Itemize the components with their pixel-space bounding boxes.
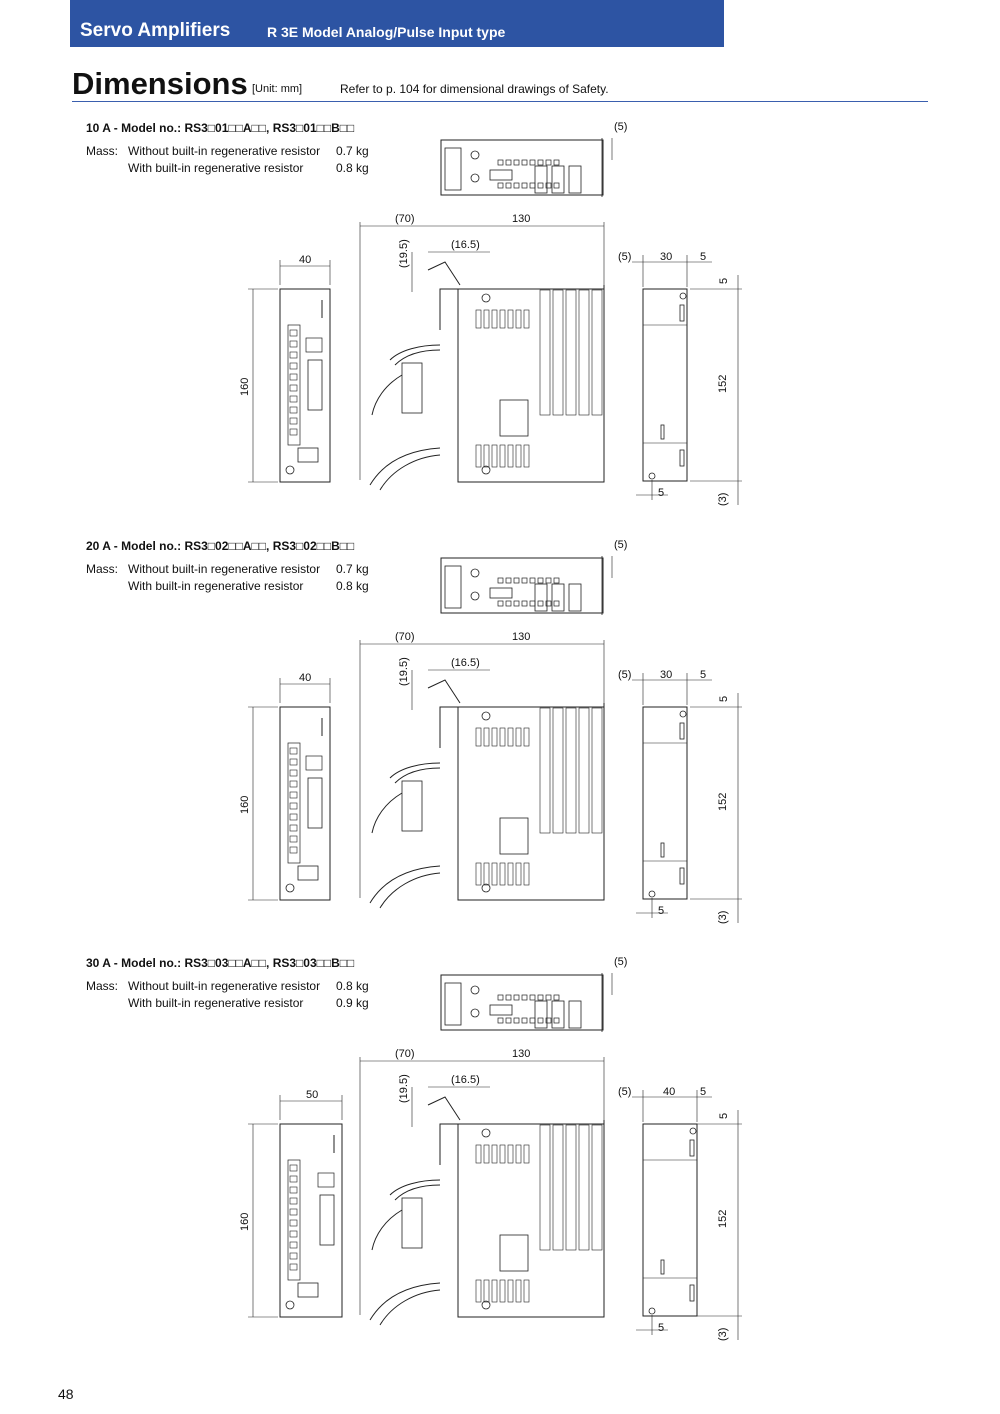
dim-top-five: (5) bbox=[614, 539, 628, 551]
dim-height: 160 bbox=[239, 795, 251, 814]
dim-sixteen: (16.5) bbox=[451, 1074, 480, 1086]
mass-label: Mass: bbox=[86, 562, 119, 576]
mass-with-label: With built-in regenerative resistor bbox=[128, 996, 304, 1010]
dim-nineteen: (19.5) bbox=[398, 239, 410, 268]
dim-side-seventy: (70) bbox=[395, 631, 415, 643]
dim-front-width: 40 bbox=[299, 672, 312, 684]
unit-note: [Unit: mm] bbox=[252, 83, 303, 95]
dim-nineteen: (19.5) bbox=[398, 1074, 410, 1103]
top-view-drawing bbox=[441, 138, 612, 197]
dim-rear-top: 5 bbox=[718, 1112, 730, 1119]
dim-side-seventy: (70) bbox=[395, 213, 415, 225]
mass-label: Mass: bbox=[86, 144, 119, 158]
title-rule bbox=[72, 101, 928, 102]
dim-top-five: (5) bbox=[614, 121, 628, 133]
dim-rear-bottom: 5 bbox=[658, 905, 665, 917]
side-view-drawing bbox=[370, 1097, 604, 1325]
dim-sixteen: (16.5) bbox=[451, 657, 480, 669]
mass-with-value: 0.8 kg bbox=[336, 579, 369, 593]
header-category: Servo Amplifiers bbox=[80, 20, 231, 41]
refer-note: Refer to p. 104 for dimensional drawings of Safety. bbox=[340, 82, 609, 96]
header-banner bbox=[70, 0, 724, 47]
side-view-drawing bbox=[370, 262, 604, 490]
dim-sixteen: (16.5) bbox=[451, 239, 480, 251]
dim-height: 160 bbox=[239, 377, 251, 396]
front-view-drawing bbox=[280, 707, 330, 900]
dim-rear-bottom: 5 bbox=[658, 487, 665, 499]
dimension-drawing bbox=[0, 945, 1000, 1345]
dim-rear-bottom: 5 bbox=[658, 1322, 665, 1334]
header-model-line: R 3E Model Analog/Pulse Input type bbox=[267, 24, 506, 40]
dim-depth: 130 bbox=[512, 631, 531, 643]
dim-front-width: 40 bbox=[299, 254, 312, 266]
mass-without-value: 0.7 kg bbox=[336, 562, 369, 576]
dimension-drawing bbox=[0, 528, 1000, 928]
front-view-drawing bbox=[280, 289, 330, 482]
dim-depth: 130 bbox=[512, 213, 531, 225]
dim-rear-five-left: (5) bbox=[618, 1086, 632, 1098]
top-view-drawing bbox=[441, 973, 612, 1032]
page-number: 48 bbox=[58, 1386, 74, 1402]
dim-rear-width: 30 bbox=[660, 251, 673, 263]
dim-rear-five-right: 5 bbox=[700, 251, 707, 263]
front-view-drawing bbox=[280, 1124, 342, 1317]
rear-view-drawing bbox=[643, 707, 687, 899]
dim-depth: 130 bbox=[512, 1048, 531, 1060]
dim-rear-five-right: 5 bbox=[700, 669, 707, 681]
dim-rear-three: (3) bbox=[717, 1327, 729, 1341]
dim-side-seventy: (70) bbox=[395, 1048, 415, 1060]
mass-without-value: 0.7 kg bbox=[336, 144, 369, 158]
dim-rear-three: (3) bbox=[717, 910, 729, 924]
top-view-drawing bbox=[441, 556, 612, 615]
mass-without-label: Without built-in regenerative resistor bbox=[128, 562, 321, 576]
dim-front-width: 50 bbox=[306, 1089, 319, 1101]
dim-rear-top: 5 bbox=[718, 277, 730, 284]
dim-rear-five-left: (5) bbox=[618, 251, 632, 263]
dim-rear-height: 152 bbox=[717, 1209, 729, 1228]
mass-with-label: With built-in regenerative resistor bbox=[128, 161, 304, 175]
dim-height: 160 bbox=[239, 1212, 251, 1231]
model-heading: 20 A - Model no.: RS3□02□□A□□, RS3□02□□B□□ bbox=[86, 539, 355, 553]
side-view-drawing bbox=[370, 680, 604, 908]
dim-nineteen: (19.5) bbox=[398, 657, 410, 686]
dim-rear-height: 152 bbox=[717, 374, 729, 393]
mass-label: Mass: bbox=[86, 979, 119, 993]
mass-without-value: 0.8 kg bbox=[336, 979, 369, 993]
mass-with-value: 0.9 kg bbox=[336, 996, 369, 1010]
model-heading: 10 A - Model no.: RS3□01□□A□□, RS3□01□□B□□ bbox=[86, 121, 355, 135]
page-title: Dimensions bbox=[72, 66, 248, 101]
rear-view-drawing bbox=[643, 1124, 697, 1316]
dim-rear-three: (3) bbox=[717, 492, 729, 506]
dim-rear-five-left: (5) bbox=[618, 669, 632, 681]
mass-with-label: With built-in regenerative resistor bbox=[128, 579, 304, 593]
rear-view-drawing bbox=[643, 289, 687, 481]
dimension-drawing bbox=[0, 110, 1000, 510]
model-heading: 30 A - Model no.: RS3□03□□A□□, RS3□03□□B□□ bbox=[86, 956, 355, 970]
mass-without-label: Without built-in regenerative resistor bbox=[128, 144, 321, 158]
dim-rear-top: 5 bbox=[718, 695, 730, 702]
dim-rear-height: 152 bbox=[717, 792, 729, 811]
dim-top-five: (5) bbox=[614, 956, 628, 968]
dim-rear-width: 30 bbox=[660, 669, 673, 681]
dim-rear-width: 40 bbox=[663, 1086, 676, 1098]
mass-without-label: Without built-in regenerative resistor bbox=[128, 979, 321, 993]
dim-rear-five-right: 5 bbox=[700, 1086, 707, 1098]
mass-with-value: 0.8 kg bbox=[336, 161, 369, 175]
